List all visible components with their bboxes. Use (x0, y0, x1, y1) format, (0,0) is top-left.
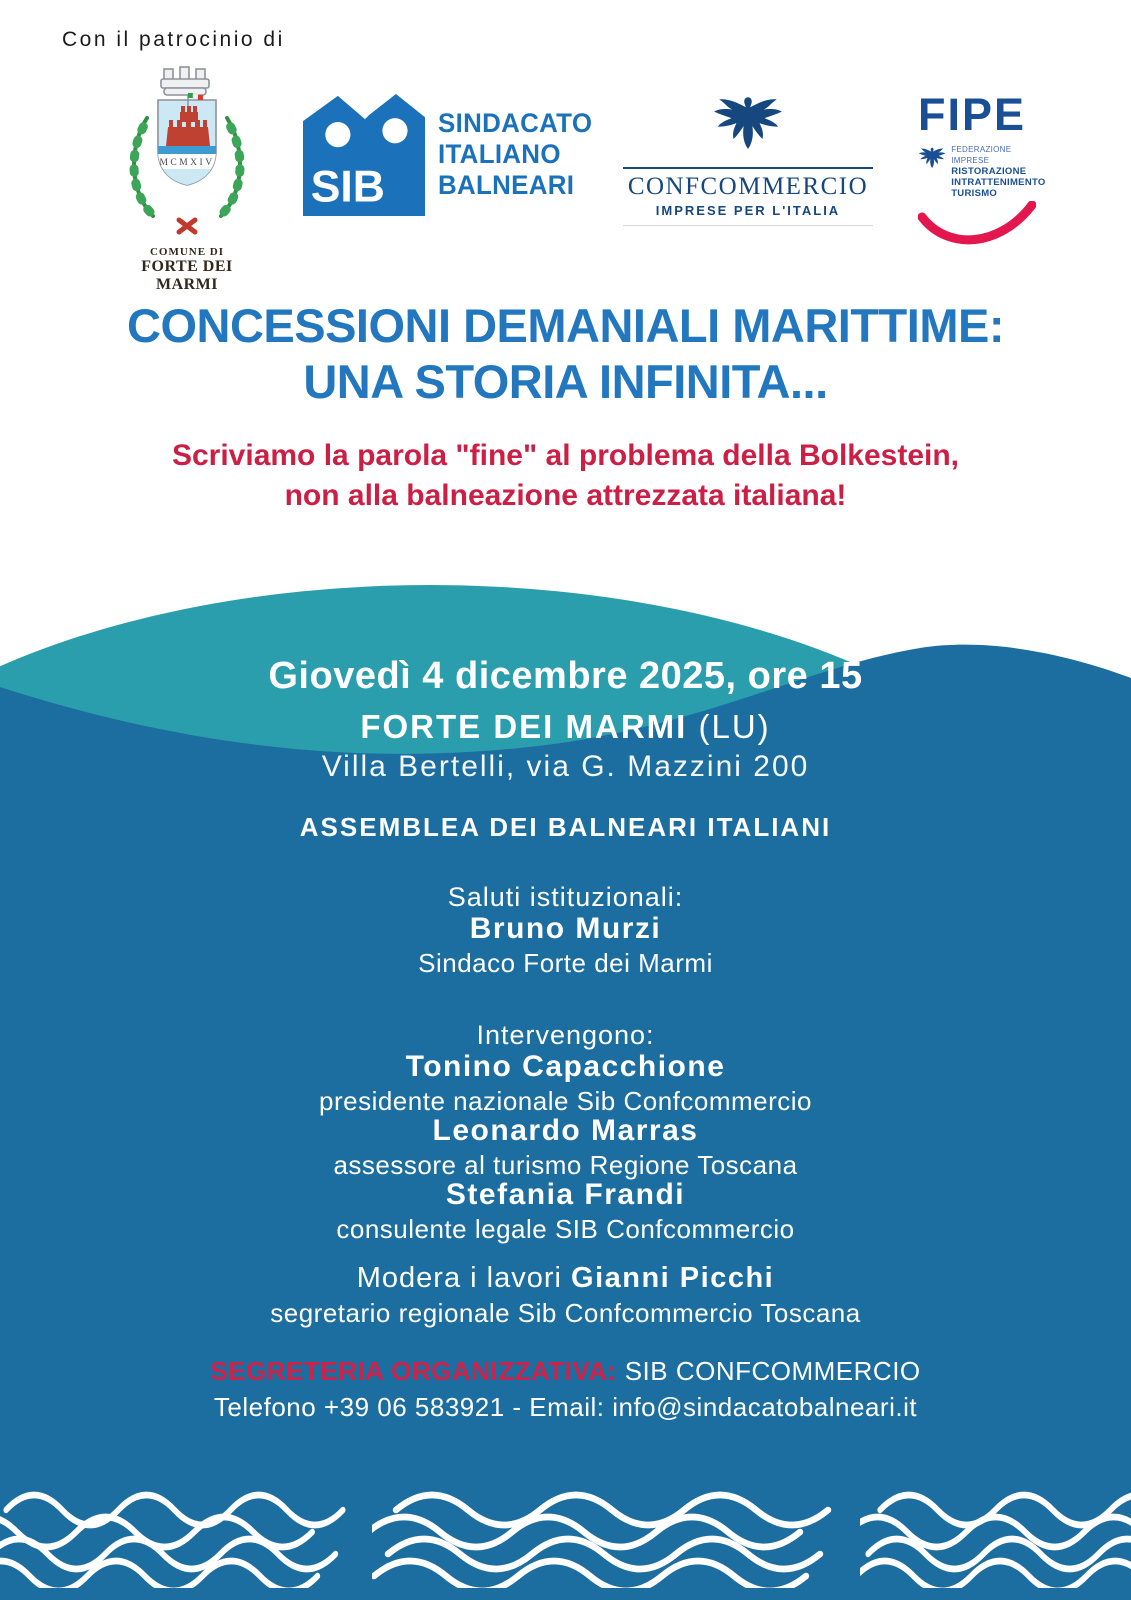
fipe-text-line4: TURISMO (951, 188, 998, 199)
greetings-label: Saluti istituzionali: (447, 882, 684, 912)
comune-forte-dei-marmi-logo (112, 64, 262, 294)
fipe-text-line2: RISTORAZIONE (951, 166, 1027, 177)
secretariat-label: SEGRETERIA ORGANIZZATIVA: (210, 1356, 617, 1386)
comune-motto: MCMXIV (159, 158, 215, 168)
fipe-eagle-icon (918, 144, 946, 174)
speaker-name: Leonardo Marras (432, 1114, 699, 1147)
event-datetime: Giovedì 4 dicembre 2025, ore 15 (268, 655, 863, 697)
speaker-role: assessore al turismo Regione Toscana (333, 1150, 798, 1180)
moderator-line (0, 1262, 1131, 1295)
sib-logo (303, 92, 599, 216)
confcommercio-rule (623, 167, 873, 169)
speaker-role: consulente legale SIB Confcommercio (336, 1214, 795, 1244)
greetings-name: Bruno Murzi (469, 912, 662, 945)
event-city: FORTE DEI MARMI (360, 708, 688, 745)
speaker-role: presidente nazionale Sib Confcommercio (318, 1086, 813, 1116)
sib-word-1: SINDACATO (438, 108, 593, 138)
fipe-text-line3: INTRATTENIMENTO (951, 177, 1046, 188)
page-subtitle (0, 436, 1131, 516)
moderator-name: Gianni Picchi (571, 1262, 775, 1294)
wave-decoration (860, 1488, 1131, 1588)
comune-coat-of-arms-icon (112, 64, 262, 239)
confcommercio-name: CONFCOMMERCIO (627, 173, 869, 200)
moderator-role: segretario regionale Sib Confcommercio Toscana (270, 1298, 861, 1328)
fipe-text-line1: FEDERAZIONE IMPRESE (951, 145, 1012, 165)
fipe-logo (918, 89, 1046, 260)
page-title (0, 298, 1131, 410)
confcommercio-divider (623, 225, 873, 226)
confcommercio-tagline: IMPRESE PER L'ITALIA (655, 203, 841, 218)
speakers-label: Intervengono: (476, 1020, 655, 1050)
fipe-arc (918, 201, 1036, 255)
speaker-name: Stefania Frandi (445, 1178, 686, 1211)
comune-label-line2: FORTE DEI MARMI (141, 258, 233, 293)
wave-decoration (0, 1488, 350, 1588)
comune-label-line1: COMUNE DI (149, 246, 225, 258)
wave-decoration (372, 1488, 832, 1588)
speaker-name: Tonino Capacchione (405, 1050, 726, 1083)
sib-word-2: ITALIANO (438, 139, 561, 169)
moderator-prefix: Modera i lavori (356, 1262, 572, 1294)
title-line2: UNA STORIA INFINITA... (303, 355, 828, 408)
sib-cabin-icon (303, 92, 425, 216)
contact-line: Telefono +39 06 583921 - Email: info@sindacatobalneari.it (213, 1392, 918, 1422)
greetings-role: Sindaco Forte dei Marmi (418, 948, 713, 978)
secretariat-value: SIB CONFCOMMERCIO (624, 1356, 921, 1386)
confcommercio-logo (623, 90, 873, 226)
fipe-abbr: FIPE (918, 89, 1027, 140)
event-province: (LU) (698, 708, 771, 745)
subtitle-line2: non alla balneazione attrezzata italiana! (284, 479, 847, 512)
assembly-title: ASSEMBLEA DEI BALNEARI ITALIANI (299, 812, 832, 842)
event-venue: Villa Bertelli, via G. Mazzini 200 (321, 750, 810, 783)
patronage-label: Con il patrocinio di (62, 28, 285, 51)
confcommercio-eagle-icon (712, 90, 784, 162)
sib-abbr: SIB (310, 162, 385, 212)
subtitle-line1: Scriviamo la parola "fine" al problema della Bolkestein, (171, 439, 960, 472)
title-line1: CONCESSIONI DEMANIALI MARITTIME: (127, 299, 1004, 352)
sib-word-3: BALNEARI (438, 170, 575, 200)
event-location (0, 708, 1131, 746)
secretariat-line (0, 1356, 1131, 1387)
